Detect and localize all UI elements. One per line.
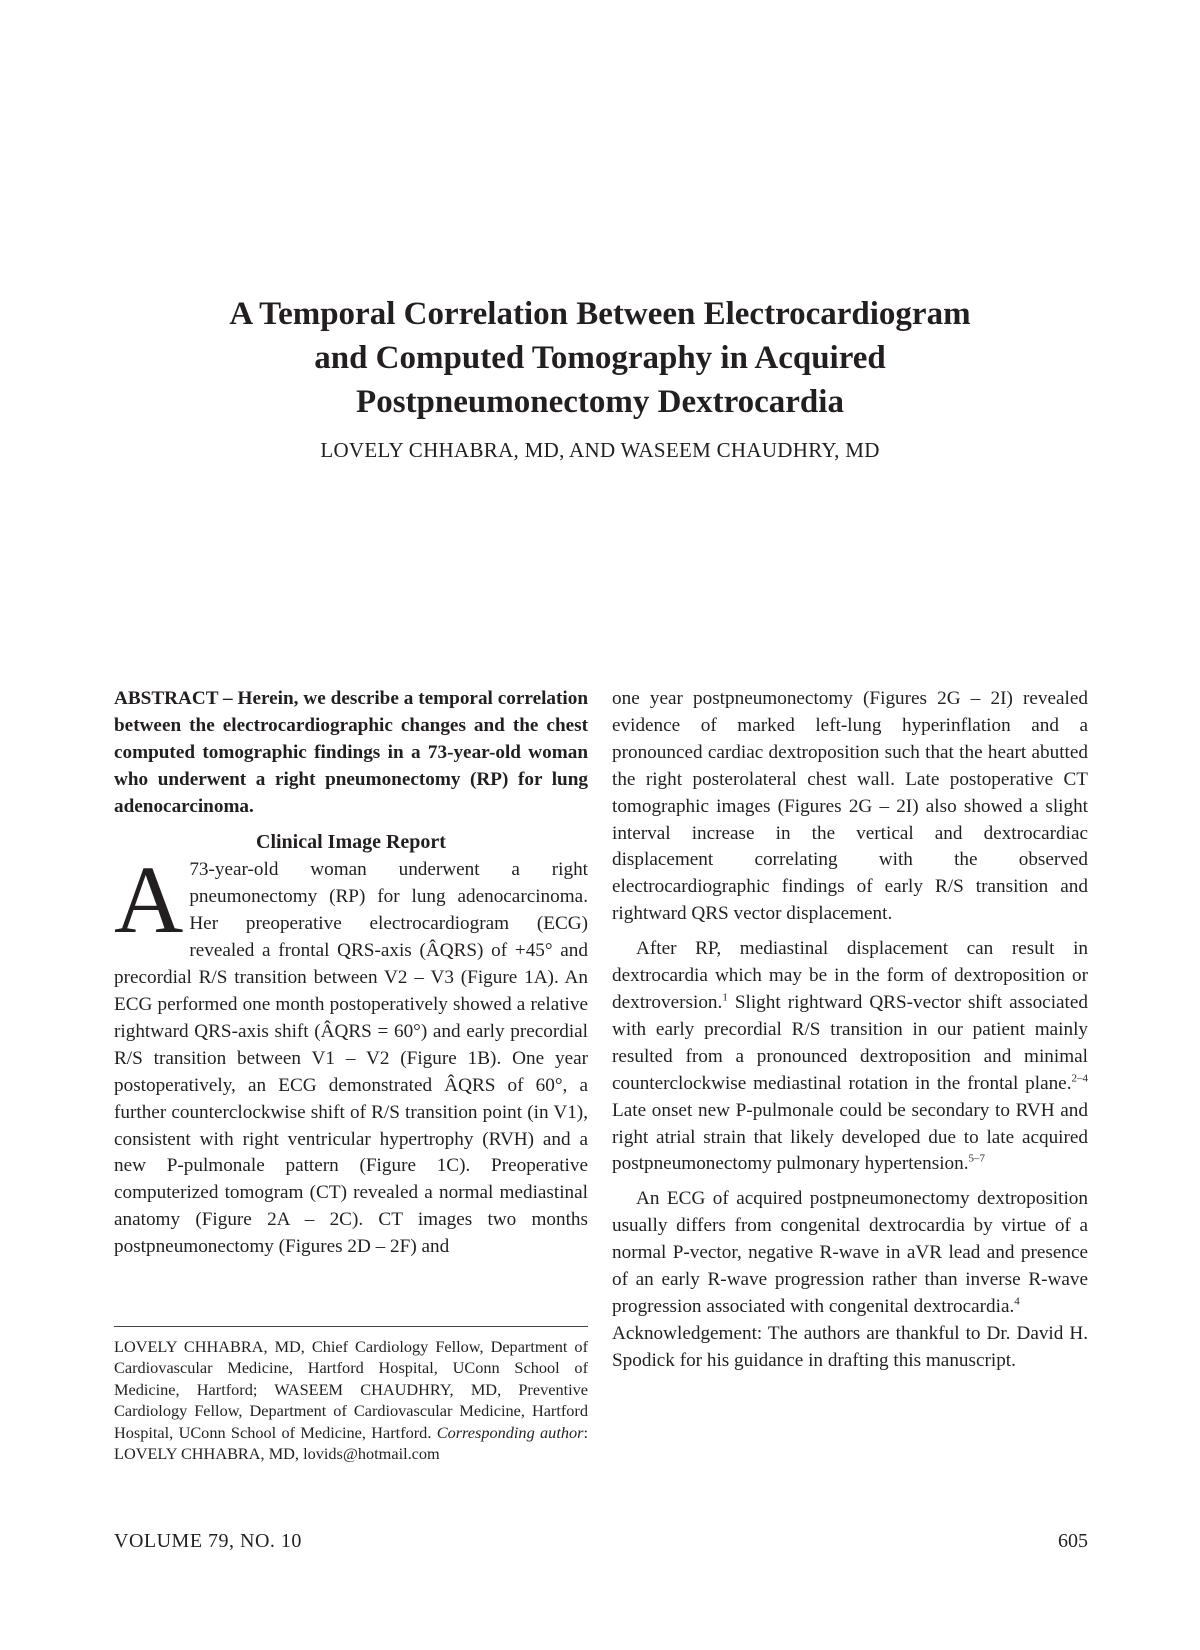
citation-ref: 5–7 [968, 1153, 986, 1166]
left-column [114, 686, 588, 1261]
page-number: 605 [1058, 1530, 1088, 1552]
drop-cap: A [114, 846, 184, 954]
body-paragraph [612, 1186, 1088, 1321]
acknowledgement: Acknowledgement: The authors are thankful to Dr. David H. Spodick for his guidance in drafting this manuscript. [612, 1322, 1088, 1371]
volume-footer: VOLUME 79, NO. 10 [114, 1530, 302, 1552]
abstract: ABSTRACT – Herein, we describe a temporal correlation between the electrocardiographic changes and the chest computed tomographic findings in a 73-year-old woman who underwent a right pneumonectomy (RP) for lung adenocarcinoma. [114, 688, 588, 817]
corresponding-author-contact: : LOVELY CHHABRA, MD, lovids@hotmail.com [114, 1422, 588, 1464]
citation-ref: 1 [722, 991, 728, 1004]
title-line: and Computed Tomography in Acquired [314, 340, 886, 376]
footnote-divider [114, 1326, 588, 1327]
corresponding-author-label: Corresponding author [436, 1422, 584, 1442]
author-byline: LOVELY CHHABRA, MD, AND WASEEM CHAUDHRY, MD [320, 438, 880, 462]
title-line: Postpneumonectomy Dextrocardia [356, 384, 844, 420]
body-text: 73-year-old woman underwent a right pneumonectomy (RP) for lung adenocarcinoma. Her preoperative electrocardiogram (ECG) revealed a frontal QRS-axis (ÂQRS) of +45° and precordial R/S transition between V2 – V3 (Figure 1A). An ECG performed one month postoperatively showed a relative rightward QRS-axis shift (ÂQRS = 60°) and early precordial R/S transition between V1 – V2 (Figure 1B). One year postoperatively, an ECG demonstrated ÂQRS of 60°, a further counterclockwise shift of R/S transition point (in V1), consistent with right ventricular hypertrophy (RVH) and a new P-pulmonale pattern (Figure 1C). Preoperative computerized tomogram (CT) revealed a normal mediastinal anatomy (Figure 2A – 2C). CT images two months postpneumonectomy (Figures 2D – 2F) and [114, 859, 588, 1258]
article-title [120, 292, 1080, 424]
right-column [612, 686, 1088, 1375]
body-text: Slight rightward QRS-vector shift associated with early precordial R/S transition in our patient mainly resulted from a pronounced dextroposition and minimal counterclockwise mediastinal rotation in the frontal plane. [612, 991, 1088, 1094]
citation-ref: 2–4 [1071, 1072, 1088, 1085]
body-text: After RP, mediastinal displacement can result in dextrocardia which may be in the form of dextroposition or dextroversion. [612, 938, 1088, 1013]
section-heading: Clinical Image Report [256, 830, 446, 853]
body-text: Late onset new P-pulmonale could be secondary to RVH and right atrial strain that likely developed due to late acquired postpneumonectomy pulmonary hypertension. [612, 1099, 1088, 1175]
body-paragraph: one year postpneumonectomy (Figures 2G – 2I) revealed evidence of marked left-lung hyperinflation and a pronounced cardiac dextroposition such that the heart abutted the right posterolateral chest wall. Late postoperative CT tomographic images (Figures 2G – 2I) also showed a slight interval increase in the vertical and dextrocardiac displacement correlating with the observed electrocardiographic findings of early R/S transition and rightward QRS vector displacement. [612, 688, 1088, 925]
citation-ref: 4 [1014, 1295, 1020, 1308]
affiliation-text: LOVELY CHHABRA, MD, Chief Cardiology Fellow, Department of Cardiovascular Medicine, Hartford Hospital, UConn School of Medicine, Hartford; WASEEM CHAUDHRY, MD, Preventive Cardiology Fellow, Department of Cardiovascular Medicine, Hartford Hospital, UConn School of Medicine, Hartford. [114, 1337, 588, 1442]
author-affiliation-footnote [114, 1336, 588, 1464]
body-text: An ECG of acquired postpneumonectomy dextroposition usually differs from congenital dextrocardia by virtue of a normal P-vector, negative R-wave in aVR lead and presence of an early R-wave progression rather than inverse R-wave progression associated with congenital dextrocardia. [612, 1188, 1088, 1317]
body-paragraph [114, 846, 588, 1261]
title-line: A Temporal Correlation Between Electrocardiogram [229, 296, 971, 332]
body-paragraph [612, 936, 1088, 1178]
